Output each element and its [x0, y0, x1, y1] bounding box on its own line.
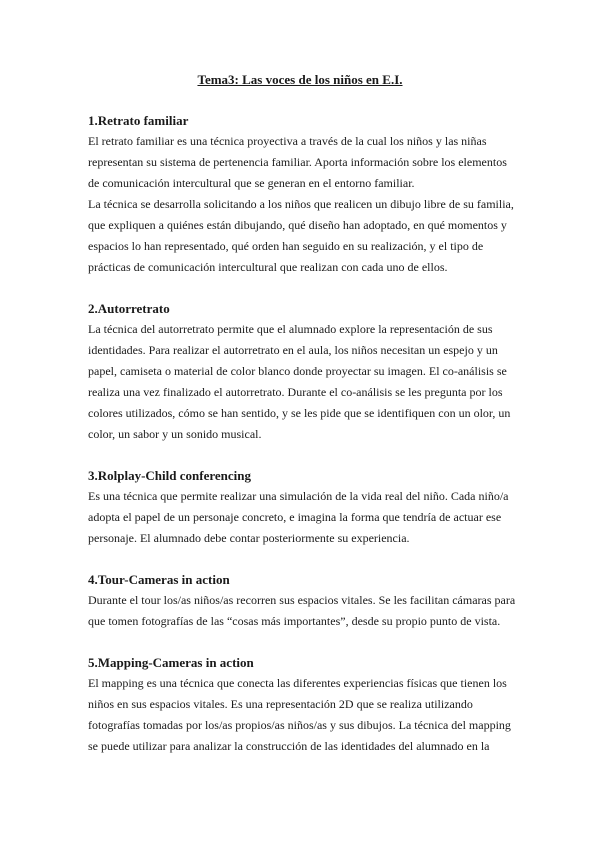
section-paragraph: Durante el tour los/as niños/as recorren sus espacios vitales. Se les facilitan cámaras para que tomen fotografías de las “cosas más importantes”, desde su propio punto de vista. — [88, 593, 516, 628]
section-rolplay — [88, 465, 518, 549]
section-heading: 3.Rolplay-Child conferencing — [88, 468, 251, 483]
section-mapping — [88, 652, 518, 757]
section-paragraph: El mapping es una técnica que conecta las diferentes experiencias físicas que tienen los niños en sus espacios vitales. Es una representación 2D que se realiza utilizando fotografías tomadas por los/as propios/as niños/as y sus dibujos. La técnica del mapping se puede utilizar para analizar la construcción de las identidades del alumnado en la — [88, 676, 511, 753]
section-heading: 5.Mapping-Cameras in action — [88, 655, 254, 670]
section-paragraph: La técnica se desarrolla solicitando a los niños que realicen un dibujo libre de su familia, que expliquen a quiénes están dibujando, qué diseño han adoptado, en qué momentos y espacios lo han representado, qué orden han seguido en su realización, y el tipo de prácticas de comunicación intercultural que realizan con cada uno de ellos. — [88, 197, 514, 274]
document-title: Tema3: Las voces de los niños en E.I. — [197, 72, 403, 87]
section-heading: 1.Retrato familiar — [88, 113, 189, 128]
section-heading: 2.Autorretrato — [88, 301, 170, 316]
section-paragraph: La técnica del autorretrato permite que el alumnado explore la representación de sus identidades. Para realizar el autorretrato en el aula, los niños necesitan un espejo y un papel, camiseta o material de color blanco donde proyectar su imagen. El co-análisis se realiza una vez finalizado el autorretrato. Durante el co-análisis se les pregunta por los colores utilizados, cómo se han sentido, y se les pide que se identifiquen con un olor, un color, un sabor y un sonido musical. — [88, 322, 511, 441]
section-paragraph: Es una técnica que permite realizar una simulación de la vida real del niño. Cada niño/a adopta el papel de un personaje concreto, e imagina la forma que tendría de actuar ese personaje. El alumnado debe contar posteriormente su experiencia. — [88, 489, 509, 545]
document-body — [88, 110, 518, 777]
section-autorretrato — [88, 298, 518, 445]
section-paragraph: El retrato familiar es una técnica proyectiva a través de la cual los niños y las niñas representan su sistema de pertenencia familiar. Aporta información sobre los elementos de comunicación intercultural que se generan en el entorno familiar. — [88, 134, 507, 190]
section-retrato-familiar — [88, 110, 518, 278]
section-heading: 4.Tour-Cameras in action — [88, 572, 230, 587]
section-tour — [88, 569, 518, 632]
